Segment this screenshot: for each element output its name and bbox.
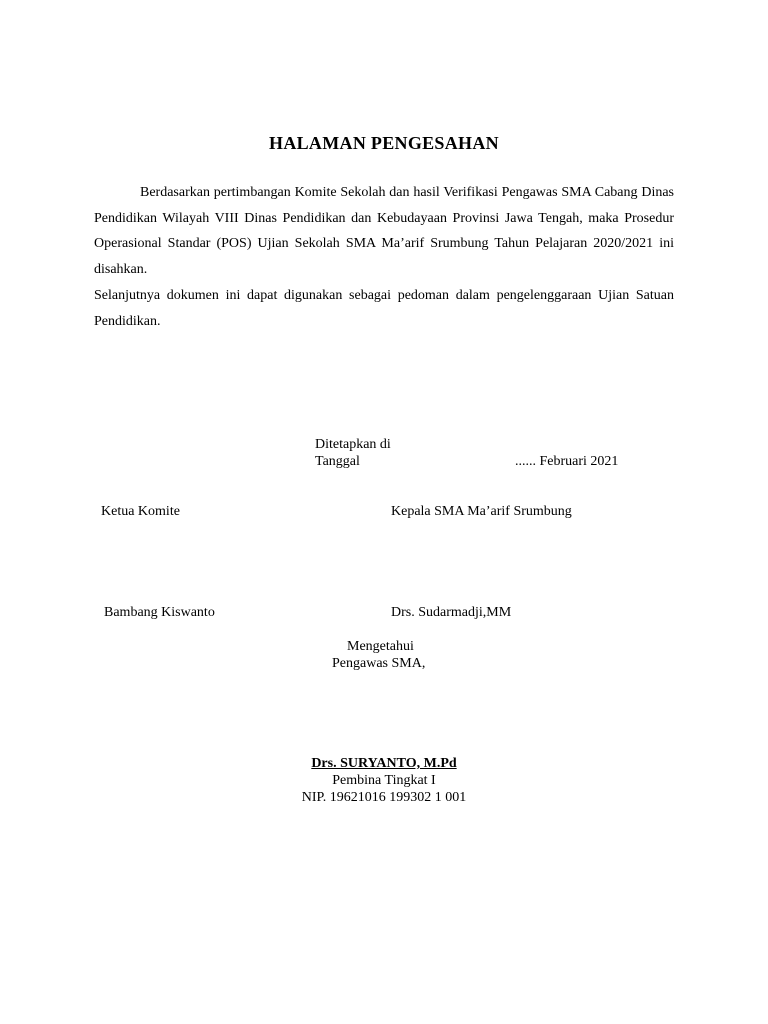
supervisor-block <box>0 755 768 806</box>
right-signer-role: Kepala SMA Ma’arif Srumbung <box>391 504 572 519</box>
date-label: Tanggal <box>315 454 360 469</box>
supervisor-rank: Pembina Tingkat I <box>332 773 436 788</box>
paragraph-usage: Selanjutnya dokumen ini dapat digunakan sebagai pedoman dalam pengelenggaraan Ujian Satuan Pendidikan. <box>94 287 674 329</box>
acknowledgement-label: Mengetahui <box>347 639 414 654</box>
place-label: Ditetapkan di <box>315 437 391 452</box>
date-value: ...... Februari 2021 <box>515 454 619 469</box>
supervisor-name: Drs. SURYANTO, M.Pd <box>311 756 457 771</box>
body-text <box>94 180 674 334</box>
acknowledgement-role: Pengawas SMA, <box>332 656 426 671</box>
page-title: HALAMAN PENGESAHAN <box>269 133 499 153</box>
supervisor-nip: NIP. 19621016 199302 1 001 <box>301 790 467 805</box>
paragraph-approval: Berdasarkan pertimbangan Komite Sekolah dan hasil Verifikasi Pengawas SMA Cabang Dinas Pendidikan Wilayah VIII Dinas Pendidikan dan Kebudayaan Provinsi Jawa Tengah, maka Prosedur Operasional Standar (POS) Ujian Sekolah SMA Ma’arif Srumbung Tahun Pelajaran 2020/2021 ini disahkan. <box>94 185 674 278</box>
left-signer-role: Ketua Komite <box>101 504 180 519</box>
left-signer-name: Bambang Kiswanto <box>104 605 215 620</box>
right-signer-name: Drs. Sudarmadji,MM <box>391 605 512 620</box>
